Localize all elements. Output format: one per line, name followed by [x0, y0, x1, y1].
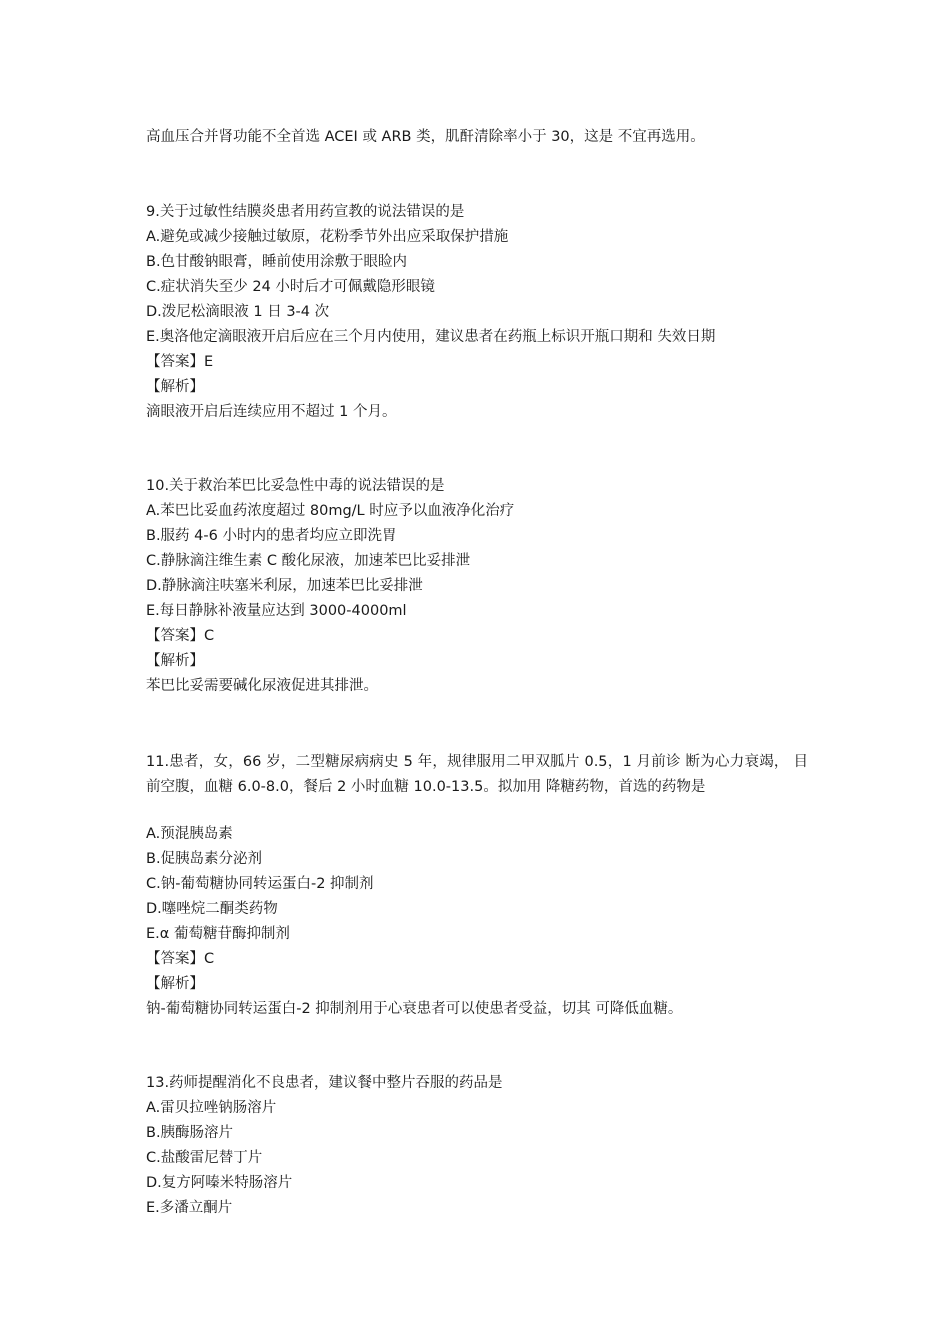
question-11-option-c: C.钠-葡萄糖协同转运蛋白-2 抑制剂 [146, 876, 374, 892]
question-13-option-c: C.盐酸雷尼替丁片 [146, 1150, 263, 1166]
question-11-answer: 【答案】C [146, 951, 215, 967]
question-10-analysis: 苯巴比妥需要碱化尿液促进其排泄。 [146, 678, 378, 694]
question-10-option-c: C.静脉滴注维生素 C 酸化尿液，加速苯巴比妥排泄 [146, 553, 471, 569]
question-13-option-a: A.雷贝拉唑钠肠溶片 [146, 1100, 277, 1116]
question-9-analysis-label: 【解析】 [146, 379, 204, 395]
question-13-option-e: E.多潘立酮片 [146, 1200, 233, 1216]
question-11-option-d: D.噻唑烷二酮类药物 [146, 901, 278, 917]
question-9-option-d: D.泼尼松滴眼液 1 日 3-4 次 [146, 304, 330, 320]
question-11-analysis: 钠-葡萄糖协同转运蛋白-2 抑制剂用于心衰患者可以使患者受益，切其 可降低血糖。 [146, 1001, 683, 1017]
question-9-analysis: 滴眼液开启后连续应用不超过 1 个月。 [146, 404, 397, 420]
question-9-option-c: C.症状消失至少 24 小时后才可佩戴隐形眼镜 [146, 279, 435, 295]
question-11-option-b: B.促胰岛素分泌剂 [146, 851, 263, 867]
question-9-option-e: E.奥洛他定滴眼液开启后应在三个月内使用，建议患者在药瓶上标识开瓶口期和 失效日期 [146, 329, 716, 345]
question-10-option-d: D.静脉滴注呋塞米利尿，加速苯巴比妥排泄 [146, 578, 423, 594]
question-10-option-a: A.苯巴比妥血药浓度超过 80mg/L 时应予以血液净化治疗 [146, 503, 515, 519]
question-10-option-e: E.每日静脉补液量应达到 3000-4000ml [146, 603, 407, 619]
question-9-answer: 【答案】E [146, 354, 214, 370]
question-11-option-a: A.预混胰岛素 [146, 826, 233, 842]
question-13-stem: 13.药师提醒消化不良患者，建议餐中整片吞服的药品是 [146, 1075, 503, 1091]
question-9-option-a: A.避免或减少接触过敏原，花粉季节外出应采取保护措施 [146, 229, 509, 245]
question-10-answer: 【答案】C [146, 628, 215, 644]
question-11-stem: 11.患者，女，66 岁，二型糖尿病病史 5 年，规律服用二甲双胍片 0.5，1 月前诊 断为心力衰竭， 目前空腹，血糖 6.0-8.0，餐后 2 小时血糖 10.0-13.5。拟加用 降糖药物，首选的药物是 [146, 754, 808, 795]
question-9-stem: 9.关于过敏性结膜炎患者用药宣教的说法错误的是 [146, 204, 465, 220]
question-11-analysis-label: 【解析】 [146, 976, 204, 992]
intro-text: 高血压合并肾功能不全首选 ACEI 或 ARB 类，肌酐清除率小于 30，这是 不宜再选用。 [146, 129, 705, 145]
question-9-option-b: B.色甘酸钠眼膏，睡前使用涂敷于眼睑内 [146, 254, 408, 270]
question-10-stem: 10.关于救治苯巴比妥急性中毒的说法错误的是 [146, 478, 445, 494]
question-10-option-b: B.服药 4-6 小时内的患者均应立即洗胃 [146, 528, 397, 544]
question-10-analysis-label: 【解析】 [146, 653, 204, 669]
question-13-option-b: B.胰酶肠溶片 [146, 1125, 234, 1141]
question-13-option-d: D.复方阿嗪米特肠溶片 [146, 1175, 293, 1191]
question-11-option-e: E.α 葡萄糖苷酶抑制剂 [146, 926, 290, 942]
